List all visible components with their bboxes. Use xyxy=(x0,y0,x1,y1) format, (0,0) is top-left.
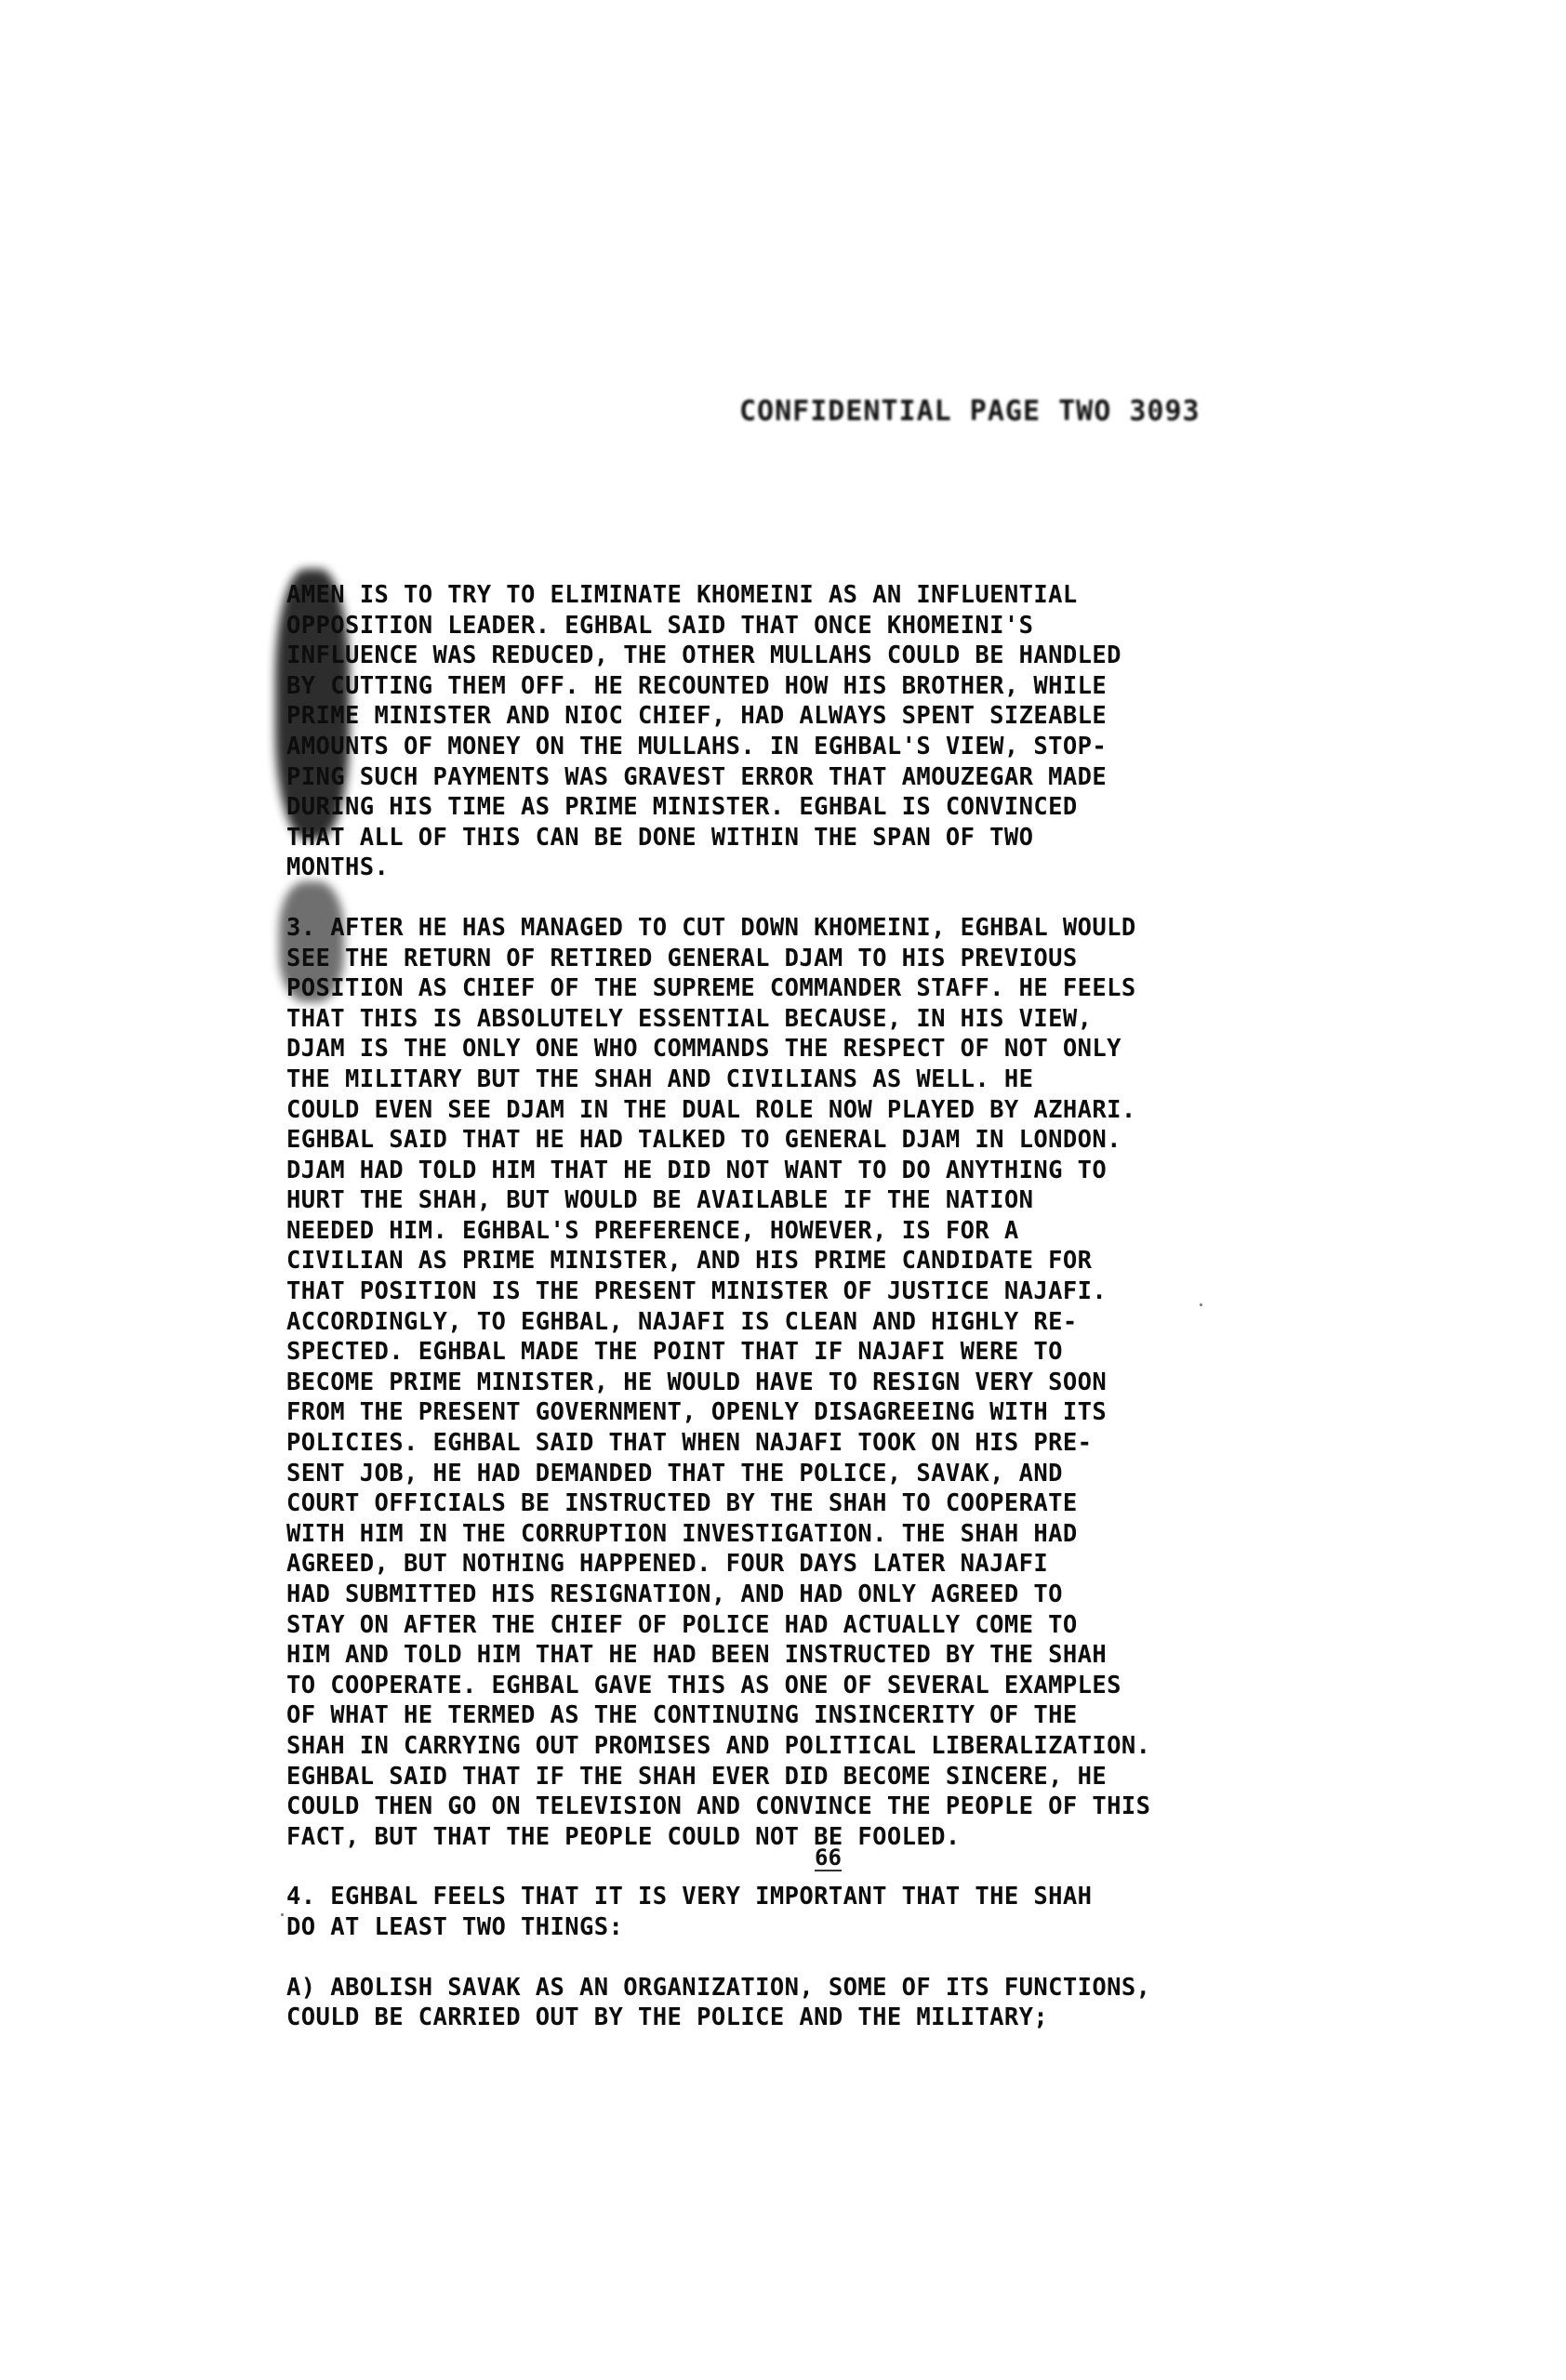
text-line: DJAM HAD TOLD HIM THAT HE DID NOT WANT TO DO ANYTHING TO xyxy=(286,1156,1108,1184)
text-line: OPPOSITION LEADER. EGHBAL SAID THAT ONCE KHOMEINI'S xyxy=(286,611,1034,640)
text-line: PING SUCH PAYMENTS WAS GRAVEST ERROR THAT AMOUZEGAR MADE xyxy=(286,762,1108,791)
text-line: THAT POSITION IS THE PRESENT MINISTER OF JUSTICE NAJAFI. xyxy=(286,1277,1108,1306)
text-line: SEE THE RETURN OF RETIRED GENERAL DJAM TO HIS PREVIOUS xyxy=(286,944,1078,972)
text-line: POSITION AS CHIEF OF THE SUPREME COMMANDER STAFF. HE FEELS xyxy=(286,974,1136,1003)
text-line: 4. EGHBAL FEELS THAT IT IS VERY IMPORTANT THAT THE SHAH xyxy=(286,1883,1093,1911)
text-line: SENT JOB, HE HAD DEMANDED THAT THE POLICE, SAVAK, AND xyxy=(286,1459,1063,1488)
paragraph xyxy=(286,913,1216,1852)
text-line: CIVILIAN AS PRIME MINISTER, AND HIS PRIME CANDIDATE FOR xyxy=(286,1247,1093,1276)
scan-speck xyxy=(281,1913,284,1916)
text-line: MONTHS. xyxy=(286,853,390,882)
text-line: A) ABOLISH SAVAK AS AN ORGANIZATION, SOME OF ITS FUNCTIONS, xyxy=(286,1973,1151,2002)
text-line: COULD EVEN SEE DJAM IN THE DUAL ROLE NOW PLAYED BY AZHARI. xyxy=(286,1095,1136,1124)
text-line: ACCORDINGLY, TO EGHBAL, NAJAFI IS CLEAN AND HIGHLY RE- xyxy=(286,1307,1078,1336)
text-line: HURT THE SHAH, BUT WOULD BE AVAILABLE IF THE NATION xyxy=(286,1186,1034,1215)
paragraph xyxy=(286,580,1216,883)
text-line: DURING HIS TIME AS PRIME MINISTER. EGHBAL IS CONVINCED xyxy=(286,793,1078,822)
text-line: BY CUTTING THEM OFF. HE RECOUNTED HOW HIS BROTHER, WHILE xyxy=(286,671,1108,700)
text-line: HIM AND TOLD HIM THAT HE HAD BEEN INSTRUCTED BY THE SHAH xyxy=(286,1641,1108,1670)
text-line: AMEN IS TO TRY TO ELIMINATE KHOMEINI AS AN INFLUENTIAL xyxy=(286,581,1078,609)
text-line: FACT, BUT THAT THE PEOPLE COULD NOT BE FOOLED. xyxy=(286,1822,961,1851)
text-line: SHAH IN CARRYING OUT PROMISES AND POLITICAL LIBERALIZATION. xyxy=(286,1731,1151,1760)
text-line: BECOME PRIME MINISTER, HE WOULD HAVE TO RESIGN VERY SOON xyxy=(286,1368,1108,1396)
text-line: EGHBAL SAID THAT HE HAD TALKED TO GENERAL DJAM IN LONDON. xyxy=(286,1126,1121,1155)
paragraph xyxy=(286,1973,1216,2033)
text-line: FROM THE PRESENT GOVERNMENT, OPENLY DISAGREEING WITH ITS xyxy=(286,1398,1108,1427)
scan-speck xyxy=(1200,1303,1202,1306)
text-line: COULD BE CARRIED OUT BY THE POLICE AND THE MILITARY; xyxy=(286,2003,1049,2032)
text-line: AMOUNTS OF MONEY ON THE MULLAHS. IN EGHBAL'S VIEW, STOP- xyxy=(286,732,1108,760)
text-line: AGREED, BUT NOTHING HAPPENED. FOUR DAYS LATER NAJAFI xyxy=(286,1550,1049,1579)
page-header: CONFIDENTIAL PAGE TWO 3093 xyxy=(739,395,1201,428)
text-line: COULD THEN GO ON TELEVISION AND CONVINCE THE PEOPLE OF THIS xyxy=(286,1792,1151,1821)
text-line: STAY ON AFTER THE CHIEF OF POLICE HAD ACTUALLY COME TO xyxy=(286,1610,1078,1639)
text-line: DO AT LEAST TWO THINGS: xyxy=(286,1912,624,1941)
paragraph xyxy=(286,1882,1216,1942)
text-line: PRIME MINISTER AND NIOC CHIEF, HAD ALWAYS SPENT SIZEABLE xyxy=(286,702,1108,731)
text-line: DJAM IS THE ONLY ONE WHO COMMANDS THE RESPECT OF NOT ONLY xyxy=(286,1035,1121,1064)
document-body xyxy=(286,580,1216,2033)
text-line: OF WHAT HE TERMED AS THE CONTINUING INSINCERITY OF THE xyxy=(286,1701,1078,1730)
text-line: TO COOPERATE. EGHBAL GAVE THIS AS ONE OF SEVERAL EXAMPLES xyxy=(286,1671,1121,1699)
text-line: NEEDED HIM. EGHBAL'S PREFERENCE, HOWEVER, IS FOR A xyxy=(286,1216,1019,1245)
text-line: POLICIES. EGHBAL SAID THAT WHEN NAJAFI TOOK ON HIS PRE- xyxy=(286,1429,1093,1458)
text-line: 3. AFTER HE HAS MANAGED TO CUT DOWN KHOMEINI, EGHBAL WOULD xyxy=(286,913,1136,942)
text-line: THE MILITARY BUT THE SHAH AND CIVILIANS AS WELL. HE xyxy=(286,1064,1034,1093)
text-line: COURT OFFICIALS BE INSTRUCTED BY THE SHAH TO COOPERATE xyxy=(286,1489,1078,1518)
page-number: 66 xyxy=(815,1844,842,1871)
text-line: THAT ALL OF THIS CAN BE DONE WITHIN THE SPAN OF TWO xyxy=(286,823,1034,852)
text-line: EGHBAL SAID THAT IF THE SHAH EVER DID BECOME SINCERE, HE xyxy=(286,1762,1108,1791)
text-line: WITH HIM IN THE CORRUPTION INVESTIGATION. THE SHAH HAD xyxy=(286,1519,1078,1548)
text-line: HAD SUBMITTED HIS RESIGNATION, AND HAD ONLY AGREED TO xyxy=(286,1580,1063,1608)
text-line: THAT THIS IS ABSOLUTELY ESSENTIAL BECAUSE, IN HIS VIEW, xyxy=(286,1004,1093,1033)
text-line: INFLUENCE WAS REDUCED, THE OTHER MULLAHS COULD BE HANDLED xyxy=(286,641,1121,670)
text-line: SPECTED. EGHBAL MADE THE POINT THAT IF NAJAFI WERE TO xyxy=(286,1338,1063,1367)
